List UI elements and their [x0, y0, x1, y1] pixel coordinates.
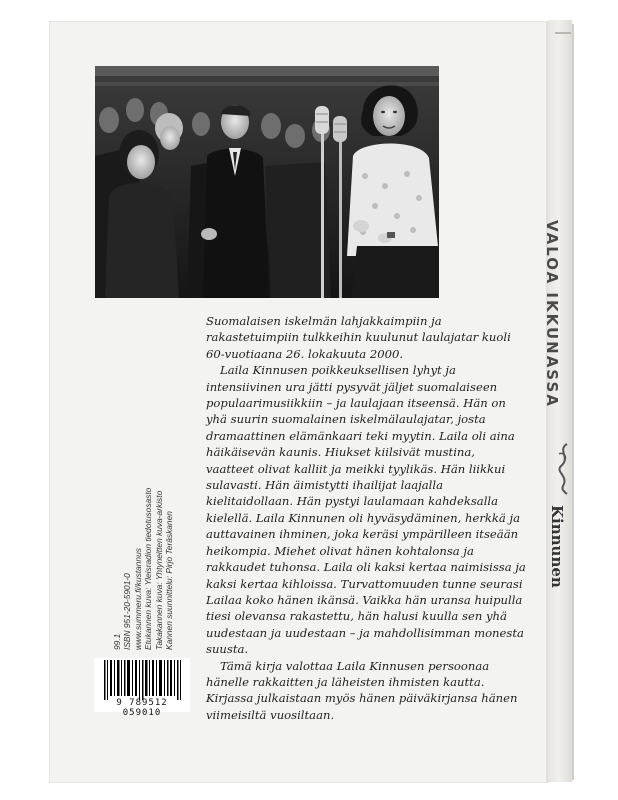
spine-author: Kinnunen — [548, 505, 566, 588]
spine-title: VALOA IKKUNASSA — [543, 220, 561, 408]
back-cover-blurb — [206, 313, 526, 723]
credit-line: ISBN 951-20-5901-0 — [122, 573, 133, 650]
credit-line: Kannen suunnittelu: Pirjo Teräskanen — [164, 511, 175, 650]
credit-line: Takakannen kuva: Yhtyneitten kuva-arkisto — [153, 490, 164, 650]
credit-line: www.summeru.fi/kustannus — [132, 548, 143, 650]
cover-photo — [95, 66, 439, 298]
isbn-barcode — [94, 658, 190, 718]
publication-credits — [112, 488, 174, 650]
barcode-digits: 9 789512 059010 — [116, 698, 168, 718]
spine-signature-script — [553, 440, 573, 496]
blurb-paragraph: Laila Kinnusen poikkeuksellisen lyhyt ja intensiivinen ura jätti pysyvät jäljet suomalaiseen populaarimusiikkiin – ja laulajaan itseensä. Hän on yhä suurin suomalainen iskelmälaulajatar, josta dramaattinen elämänkaari teki myytin. Laila oli aina häikäisevän kaunis. Hiukset kiilsivät mustina, vaatteet olivat kalliit ja meikki tyylikäs. Hän liikkui sulavasti. Hän äimistytti ihailijat laajalla kielitaidollaan. Hän pystyi laulamaan kahdeksalla kielellä. Laila Kinnunen oli hyväsydäminen, herkkä ja auttavainen ihminen, joka keräsi ympärilleen itseään heikompia. Miehet olivat hänen kohtalonsa ja rakkaudet tuhonsa. Laila oli kaksi kertaa naimisissa ja kaksi kertaa kihloissa. Turvattomuuden tunne seurasi Lailaa koko hänen ikänsä. Vaikka hän uransa huipulla tiesi olevansa rakastettu, hän halusi kuulla sen yhä uudestaan ja uudestaan – ja mahdollisimman monesta suusta. — [206, 363, 526, 657]
blurb-paragraph: Suomalaisen iskelmän lahjakkaimpiin ja rakastetuimpiin tulkkeihin kuulunut laulajatar kuoli 60-vuotiaana 26. lokakuuta 2000. — [206, 314, 511, 361]
barcode-icon — [98, 660, 186, 700]
credit-line: Etukannen kuva: Yleisradion tiedotusosasto — [143, 487, 154, 650]
spine-edge — [572, 24, 574, 780]
spine-ornament — [555, 32, 571, 54]
black-and-white-photo-icon — [95, 66, 439, 298]
credit-line: 99.1 — [112, 633, 122, 650]
blurb-paragraph: Tämä kirja valottaa Laila Kinnusen persoonaa hänelle rakkaitten ja läheisten ihmisten kautta. Kirjassa julkaistaan myös hänen päiväkirjansa hänen viimeisiltä vuosiltaan. — [206, 658, 518, 722]
